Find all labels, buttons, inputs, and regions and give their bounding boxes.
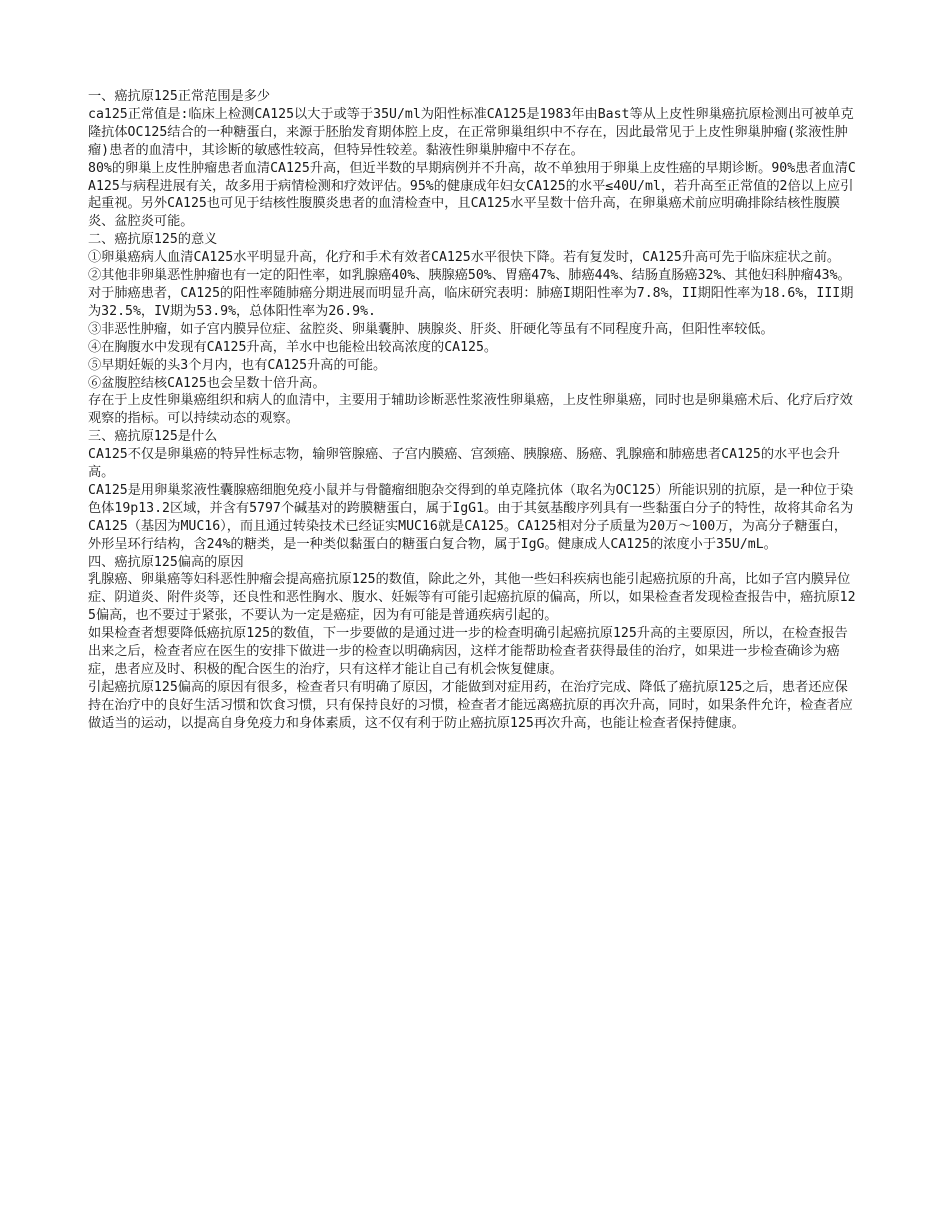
section-heading: 三、癌抗原125是什么 (88, 429, 218, 445)
paragraph: ②其他非卵巢恶性肿瘤也有一定的阳性率，如乳腺癌40%、胰腺癌50%、胃癌47%、肺癌44%、结肠直肠癌32%、其他妇科肿瘤43%。对于肺癌患者，CA125的阳性率随肺癌分期进展而明显升高，临床研究表明：肺癌I期阳性率为7.8%，II期阳性率为18.6%，III期为32.5%，IV期为53.9%，总体阳性率为26.9%. (88, 268, 854, 319)
paragraph: 引起癌抗原125偏高的原因有很多，检查者只有明确了原因，才能做到对症用药，在治疗完成、降低了癌抗原125之后，患者还应保持在治疗中的良好生活习惯和饮食习惯，只有保持良好的习惯，检查者才能远离癌抗原的再次升高，同时，如果条件允许，检查者应做适当的运动，以提高自身免疫力和身体素质，这不仅有利于防止癌抗原125再次升高，也能让检查者保持健康。 (88, 679, 853, 731)
paragraph: 80%的卵巢上皮性肿瘤患者血清CA125升高，但近半数的早期病例并不升高，故不单独用于卵巢上皮性癌的早期诊断。90%患者血清CA125与病程进展有关，故多用于病情检测和疗效评估。95%的健康成年妇女CA125的水平≤40U/ml，若升高至正常值的2倍以上应引起重视。另外CA125也可见于结核性腹膜炎患者的血清检查中，且CA125水平呈数十倍升高，在卵巢癌术前应明确排除结核性腹膜炎、盆腔炎可能。 (88, 160, 856, 230)
paragraph: ④在胸腹水中发现有CA125升高，羊水中也能检出较高浓度的CA125。 (88, 339, 498, 355)
section-heading: 一、癌抗原125正常范围是多少 (88, 89, 271, 104)
document-body (88, 88, 860, 733)
paragraph: 乳腺癌、卵巢癌等妇科恶性肿瘤会提高癌抗原125的数值，除此之外，其他一些妇科疾病也能引起癌抗原的升高，比如子宫内膜异位症、阴道炎、附件炎等，还良性和恶性胸水、腹水、妊娠等有可能引起癌抗原的偏高，所以，如果检查者发现检查报告中，癌抗原125偏高，也不要过于紧张，不要认为一定是癌症，因为有可能是普通疾病引起的。 (88, 572, 856, 624)
paragraph: ⑥盆腹腔结核CA125也会呈数十倍升高。 (88, 375, 326, 391)
paragraph: ①卵巢癌病人血清CA125水平明显升高，化疗和手术有效者CA125水平很快下降。若有复发时，CA125升高可先于临床症状之前。 (88, 250, 841, 266)
paragraph: ca125正常值是:临床上检测CA125以大于或等于35U/ml为阳性标准CA125是1983年由Bast等从上皮性卵巢癌抗原检测出可被单克隆抗体OC125结合的一种糖蛋白，来源于胚胎发育期体腔上皮，在正常卵巢组织中不存在，因此最常见于上皮性卵巢肿瘤(浆液性肿瘤)患者的血清中，其诊断的敏感性较高，但特异性较差。黏液性卵巢肿瘤中不存在。 (88, 106, 854, 158)
paragraph: 存在于上皮性卵巢癌组织和病人的血清中，主要用于辅助诊断恶性浆液性卵巢癌，上皮性卵巢癌，同时也是卵巢癌术后、化疗后疗效观察的指标。可以持续动态的观察。 (88, 393, 853, 427)
section-heading: 四、癌抗原125偏高的原因 (88, 554, 244, 570)
section-heading: 二、癌抗原125的意义 (88, 232, 218, 248)
paragraph: ③非恶性肿瘤，如子宫内膜异位症、盆腔炎、卵巢囊肿、胰腺炎、肝炎、肝硬化等虽有不同程度升高，但阳性率较低。 (88, 321, 774, 337)
paragraph: 如果检查者想要降低癌抗原125的数值，下一步要做的是通过进一步的检查明确引起癌抗原125升高的主要原因，所以，在检查报告出来之后，检查者应在医生的安排下做进一步的检查以明确病因，这样才能帮助检查者获得最佳的治疗，如果进一步检查确诊为癌症，患者应及时、积极的配合医生的治疗，只有这样才能让自己有机会恢复健康。 (88, 626, 848, 677)
paragraph: CA125不仅是卵巢癌的特异性标志物，输卵管腺癌、子宫内膜癌、宫颈癌、胰腺癌、肠癌、乳腺癌和肺癌患者CA125的水平也会升高。 (88, 447, 840, 481)
paragraph: CA125是用卵巢浆液性囊腺癌细胞免疫小鼠并与骨髓瘤细胞杂交得到的单克隆抗体（取名为OC125）所能识别的抗原，是一种位于染色体19p13.2区域，并含有5797个碱基对的跨膜糖蛋白，属于IgG1。由于其氨基酸序列具有一些黏蛋白分子的特性，故将其命名为CA125（基因为MUC16），而且通过转染技术已经证实MUC16就是CA125。CA125相对分子质量为20万～100万，为高分子糖蛋白，外形呈环行结构，含24%的糖类，是一种类似黏蛋白的糖蛋白复合物，属于IgG。健康成人CA125的浓度小于35U/mL。 (88, 482, 854, 552)
paragraph: ⑤早期妊娠的头3个月内，也有CA125升高的可能。 (88, 357, 387, 373)
